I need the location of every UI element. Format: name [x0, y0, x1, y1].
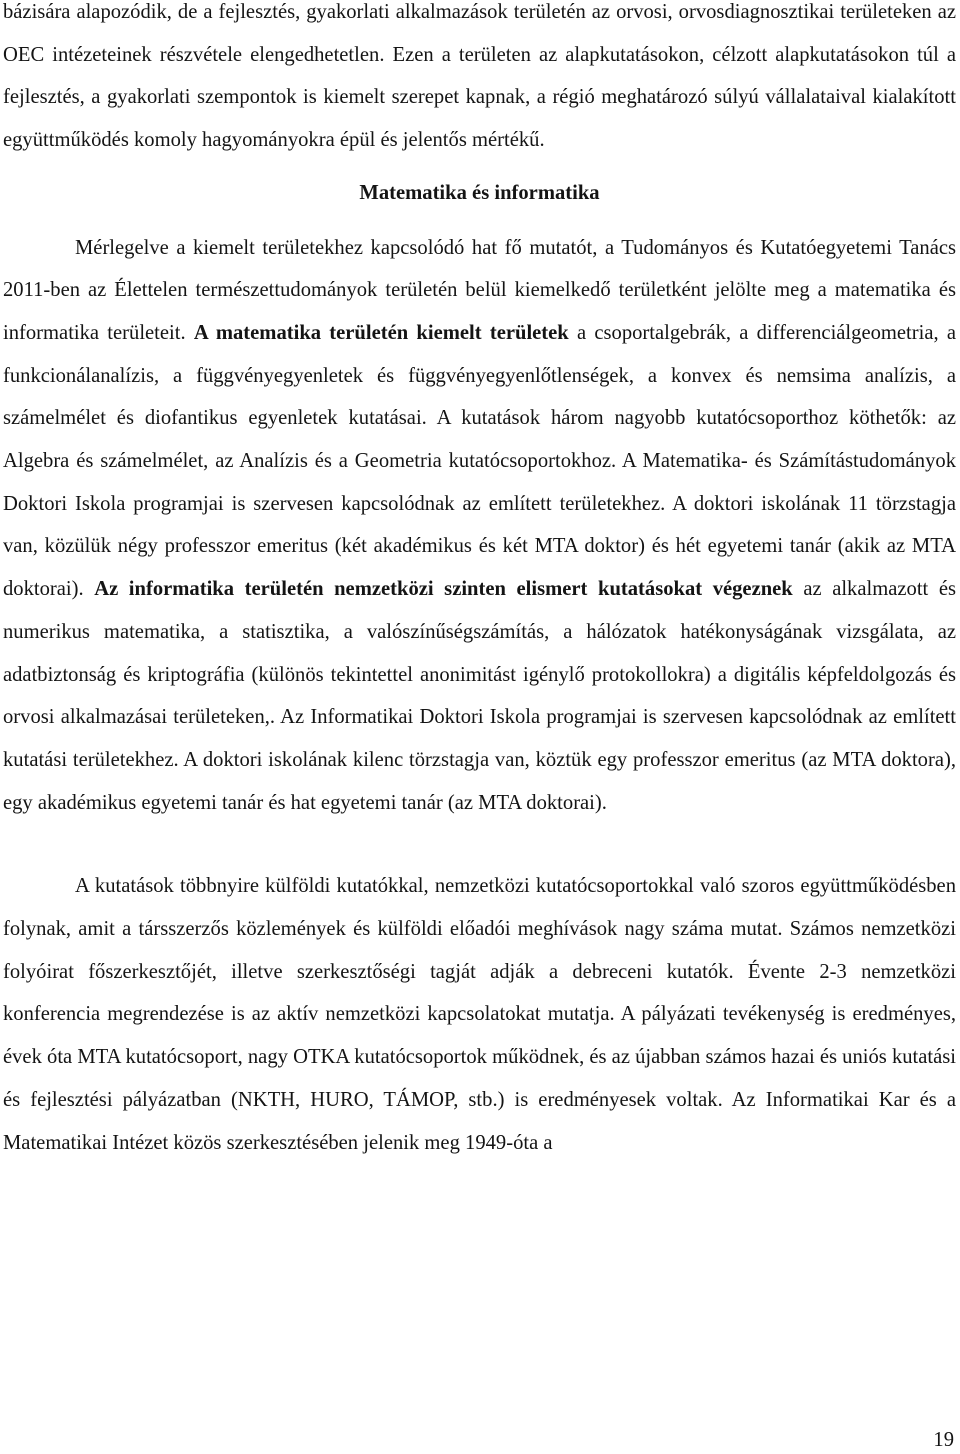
math-paragraph-text-3: az alkalmazott és numerikus matematika, a statisztika, a valószínűségszámítás, a hálózatok hatékonyságának vizsgálata, az adatbiztonság és kriptográfia (különös tekintettel anonimitást igénylő protokollokra) a digitális képfeldolgozás és orvosi alkalmazásai területeken,. Az Informatikai Doktori Iskola programjai is szervesen kapcsolódnak az említett kutatási területekhez. A doktori iskolának kilenc törzstagja van, köztük egy professzor emeritus (az MTA doktora), egy akadémikus egyetemi tanár és hat egyetemi tanár (az MTA doktorai). — [3, 578, 956, 814]
math-informatics-paragraph — [3, 227, 956, 825]
math-paragraph-text-2: a csoportalgebrák, a differenciálgeometria, a funkcionálanalízis, a függvényegyenletek és függvényegyenlőtlenségek, a konvex és nemsima analízis, a számelmélet és diofantikus egyenletek kutatásai. A kutatások három nagyobb kutatócsoporthoz köthetők: az Algebra és számelmélet, az Analízis és a Geometria kutatócsoportokhoz. A Matematika- és Számítástudományok Doktori Iskola programjai is szervesen kapcsolódnak az említett területekhez. A doktori iskolának 11 törzstagja van, közülük négy professzor emeritus (két akadémikus és két MTA doktor) és hét egyetemi tanár (akik az MTA doktorai). — [3, 321, 957, 601]
collaboration-paragraph: A kutatások többnyire külföldi kutatókkal, nemzetközi kutatócsoportokkal való szoros együttműködésben folynak, amit a társszerzős közlemények és külföldi előadói meghívások nagy száma mutat. Számos nemzetközi folyóirat főszerkesztőjét, illetve szerkesztőségi tagját adják a debreceni kutatók. Évente 2-3 nemzetközi konferencia megrendezése is az aktív nemzetközi kapcsolatokat mutatja. A pályázati tevékenység is eredményes, évek óta MTA kutatócsoport, nagy OTKA kutatócsoportok működnek, és az újabban számos hazai és uniós kutatási és fejlesztési pályázatban (NKTH, HURO, TÁMOP, stb.) is eredményesek voltak. Az Informatikai Kar és a Matematikai Intézet közös szerkesztésében jelenik meg 1949-óta a — [3, 875, 956, 1154]
document-page — [3, 0, 956, 1164]
informatics-highlight: Az informatika területén nemzetközi szinten elismert kutatásokat végeznek — [94, 578, 793, 601]
math-paragraph-text-1: Mérlegelve a kiemelt területekhez kapcsolódó hat fő mutatót, a Tudományos és Kutatóegyetemi Tanács 2011-ben az Élettelen természettudományok területén belül kiemelkedő területként jelölte meg a matematika és informatika területeit. — [3, 236, 956, 344]
page-number: 19 — [933, 1429, 954, 1451]
math-highlight: A matematika területén kiemelt területek — [193, 321, 569, 344]
section-heading: Matematika és informatika — [359, 181, 600, 204]
intro-paragraph: bázisára alapozódik, de a fejlesztés, gyakorlati alkalmazások területén az orvosi, orvosdiagnosztikai területeken az OEC intézeteinek részvétele elengedhetetlen. Ezen a területen az alapkutatásokon, célzott alapkutatásokon túl a fejlesztés, a gyakorlati szempontok is kiemelt szerepet kapnak, a régió meghatározó súlyú vállalataival kialakított együttműködés komoly hagyományokra épül és jelentős mértékű. — [3, 1, 956, 152]
